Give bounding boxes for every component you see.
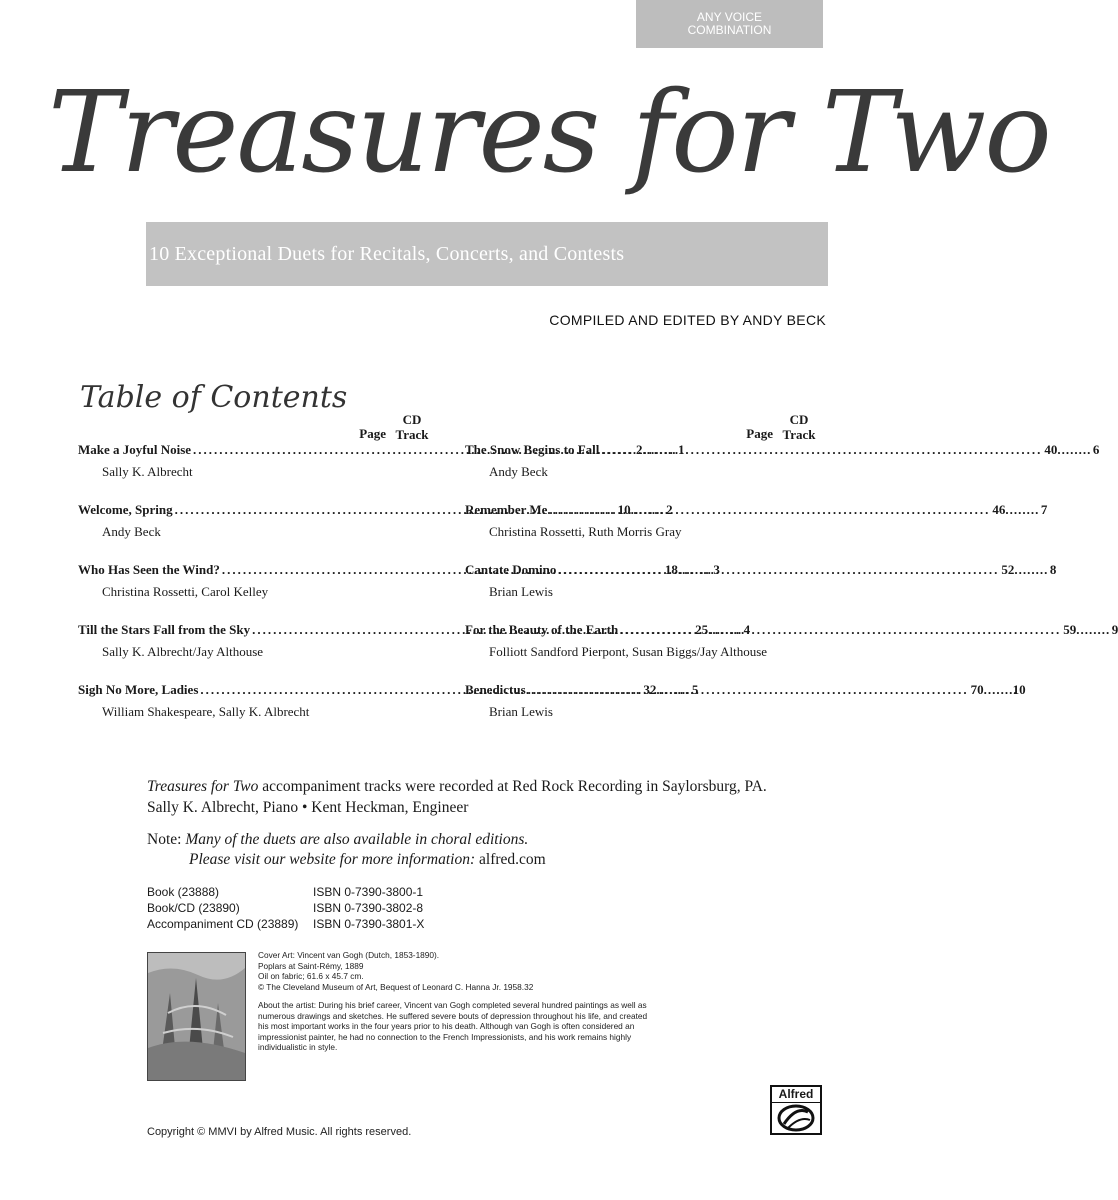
- toc-entry: [465, 682, 1026, 742]
- entry-author: Christina Rossetti, Carol Kelley: [102, 584, 269, 599]
- entry-page: 25: [695, 622, 709, 637]
- art-credit-line3: Oil on fabric; 61.6 x 45.7 cm.: [258, 971, 364, 981]
- entry-title: Benedictus: [465, 682, 526, 697]
- book-title: Treasures for Two: [48, 68, 1050, 198]
- entry-author: Andy Beck: [489, 464, 548, 479]
- note-label: Note:: [147, 831, 186, 848]
- cover-art-thumbnail: [147, 952, 246, 1081]
- entry-track: 2: [666, 502, 673, 517]
- entry-page: 70: [970, 682, 984, 697]
- isbn-list: [147, 884, 424, 932]
- entry-page: 32: [643, 682, 657, 697]
- toc-column-header: [465, 410, 817, 442]
- entry-title: The Snow Begins to Fall: [465, 442, 600, 457]
- entry-page: 2: [636, 442, 643, 457]
- entry-track: 5: [691, 682, 699, 697]
- voice-combination-tab: [636, 0, 823, 48]
- voice-tab-line2: COMBINATION: [687, 23, 772, 37]
- cd-label: CD: [789, 412, 809, 427]
- editions-note: [147, 830, 827, 870]
- copyright-notice: Copyright © MMVI by Alfred Music. All rights reserved.: [147, 1126, 412, 1138]
- subtitle: 10 Exceptional Duets for Recitals, Concerts, and Contests: [149, 242, 625, 265]
- entry-page: 52: [1001, 562, 1015, 577]
- credits-line1: accompaniment tracks were recorded at Red Rock Recording in Saylorsburg, PA.: [258, 778, 767, 795]
- entry-track: 7: [1040, 502, 1048, 517]
- cd-track-column-label: [781, 412, 817, 442]
- page-column-label: Page: [746, 426, 773, 441]
- entry-author: Brian Lewis: [489, 704, 553, 719]
- entry-title: Sigh No More, Ladies: [78, 682, 199, 697]
- cover-art-caption: [258, 950, 658, 1053]
- entry-author: William Shakespeare, Sally K. Albrecht: [102, 704, 310, 719]
- isbn-value: ISBN 0-7390-3800-1: [313, 885, 424, 899]
- toc-entry: [465, 622, 1118, 682]
- voice-tab-line1: ANY VOICE: [696, 10, 763, 24]
- track-label: Track: [782, 427, 816, 442]
- art-credit-line2: Poplars at Saint-Rémy, 1889: [258, 960, 364, 971]
- credits-title: Treasures for Two: [147, 778, 259, 795]
- isbn-value: ISBN 0-7390-3801-X: [313, 917, 425, 931]
- note-line1: Many of the duets are also available in choral editions.: [185, 831, 529, 848]
- subtitle-band: [146, 222, 828, 286]
- toc-heading: Table of Contents: [80, 380, 348, 415]
- entry-track: 8: [1049, 562, 1057, 577]
- website-link[interactable]: alfred.com: [479, 851, 546, 868]
- entry-title: Remember Me: [465, 502, 548, 517]
- art-credit-line4: © The Cleveland Museum of Art, Bequest of Leonard C. Hanna Jr. 1958.32: [258, 981, 534, 992]
- isbn-label: Book (23888): [147, 885, 220, 899]
- cd-label: CD: [402, 412, 422, 427]
- cd-track-column-label: [394, 412, 430, 442]
- page-column-label: Page: [359, 426, 386, 441]
- entry-author: Sally K. Albrecht: [102, 464, 193, 479]
- entry-track: 9: [1111, 622, 1118, 637]
- toc-entry: [465, 502, 1048, 562]
- recording-credits: [147, 776, 827, 818]
- isbn-row: [147, 916, 424, 932]
- isbn-row: [147, 900, 424, 916]
- alfred-emblem-icon: [776, 1104, 816, 1132]
- isbn-row: [147, 884, 424, 900]
- entry-page: 10: [617, 502, 631, 517]
- entry-page: 59: [1063, 622, 1077, 637]
- credits-line2: Sally K. Albrecht, Piano • Kent Heckman, Engineer: [147, 799, 469, 816]
- entry-page: 18: [664, 562, 678, 577]
- entry-author: Folliott Sandford Pierpont, Susan Biggs/Jay Althouse: [489, 644, 768, 659]
- alfred-logo: [770, 1085, 822, 1135]
- painting-image: [148, 953, 245, 1080]
- art-credit-line1: Cover Art: Vincent van Gogh (Dutch, 1853-1890).: [258, 950, 440, 960]
- entry-author: Andy Beck: [102, 524, 161, 539]
- toc-column-header: [78, 410, 430, 442]
- entry-track: 1: [678, 442, 685, 457]
- toc-right-column: [465, 410, 1118, 742]
- entry-page: 46: [992, 502, 1006, 517]
- entry-track: 3: [713, 562, 720, 577]
- logo-word: Alfred: [772, 1087, 820, 1103]
- isbn-label: Accompaniment CD (23889): [147, 917, 299, 931]
- entry-title: Welcome, Spring: [78, 502, 173, 517]
- entry-title: Make a Joyful Noise: [78, 442, 192, 457]
- entry-page: 40: [1044, 442, 1058, 457]
- entry-author: Christina Rossetti, Ruth Morris Gray: [489, 524, 682, 539]
- entry-track: 10: [1012, 682, 1026, 697]
- track-label: Track: [395, 427, 429, 442]
- isbn-label: Book/CD (23890): [147, 901, 240, 915]
- compiled-by: COMPILED AND EDITED BY ANDY BECK: [549, 312, 826, 328]
- about-artist: About the artist: During his brief career, Vincent van Gogh completed several hundred paintings as well as numerous drawings and sketches. He suffered severe bouts of depression throughout his life, and created his most important works in the four years prior to his death. Although van Gogh is often considered an impressionist painter, he had no connection to the French Impressionists, and his work remains highly individualistic in style.: [258, 1000, 648, 1052]
- entry-title: Who Has Seen the Wind?: [78, 562, 220, 577]
- toc-entry: [465, 562, 1057, 622]
- entry-title: Cantate Domino: [465, 562, 557, 577]
- entry-author: Brian Lewis: [489, 584, 553, 599]
- note-line2: Please visit our website for more information:: [189, 851, 480, 868]
- entry-title: For the Beauty of the Earth: [465, 622, 619, 637]
- entry-title: Till the Stars Fall from the Sky: [78, 622, 251, 637]
- entry-author: Sally K. Albrecht/Jay Althouse: [102, 644, 264, 659]
- entry-track: 6: [1092, 442, 1100, 457]
- isbn-value: ISBN 0-7390-3802-8: [313, 901, 424, 915]
- toc-entry: [465, 442, 1100, 502]
- entry-track: 4: [743, 622, 751, 637]
